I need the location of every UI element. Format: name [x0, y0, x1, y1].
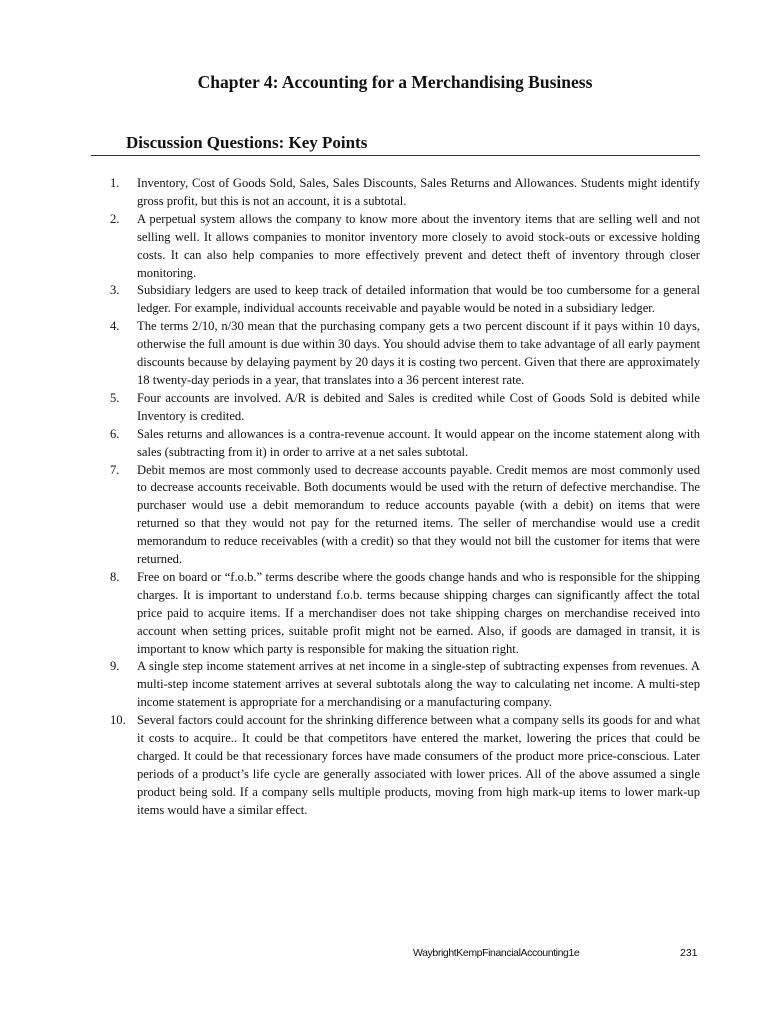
item-text: Debit memos are most commonly used to decrease accounts payable. Credit memos are most commonly used to decrease accounts receivable. Both documents would be used with the return of defective merchandise. The purchaser would use a debit memorandum to reduce accounts payable (with a debit) on items that were returned so that they would not pay for the returned items. The seller of merchandise would use a credit memorandum to reduce receivables (with a credit) so that they would not bill the customer for items that were returned.	[137, 462, 700, 567]
list-item	[110, 658, 700, 712]
list-item	[110, 282, 700, 318]
item-text: Subsidiary ledgers are used to keep track of detailed information that would be too cumbersome for a general ledger. For example, individual accounts receivable and payable would be noted in a subsidiary ledger.	[137, 283, 700, 316]
list-item	[110, 211, 700, 283]
page-number: 231	[680, 947, 698, 959]
page-title: Chapter 4: Accounting for a Merchandising Business	[197, 72, 593, 92]
item-number: 7.	[110, 462, 120, 477]
list-item	[110, 462, 700, 569]
item-text: Inventory, Cost of Goods Sold, Sales, Sales Discounts, Sales Returns and Allowances. Students might identify gross profit, but this is not an account, it is a subtotal.	[137, 176, 700, 208]
item-number: 8.	[110, 569, 120, 584]
item-number: 5.	[110, 390, 120, 405]
item-number: 2.	[110, 211, 120, 226]
section-title: Discussion Questions: Key Points	[126, 133, 368, 152]
list-item	[110, 712, 700, 819]
list-item	[110, 569, 700, 659]
item-number: 10.	[110, 713, 126, 728]
item-number: 9.	[110, 659, 120, 674]
item-number: 1.	[110, 176, 120, 190]
list-item	[110, 390, 700, 426]
discussion-questions-list	[110, 175, 700, 820]
list-item	[110, 318, 700, 390]
list-item	[110, 426, 700, 462]
item-text: A perpetual system allows the company to know more about the inventory items that are selling well and not selling well. It allows companies to monitor inventory more closely to avoid stock-outs or excessive holding costs. It can also help companies to more effectively prevent and detect theft of inventory through closer monitoring.	[137, 211, 700, 280]
item-text: A single step income statement arrives at net income in a single-step of subtracting expenses from revenues. A multi-step income statement arrives at several subtotals along the way to calculating net income. A multi-step income statement is appropriate for a merchandising or a manufacturing company.	[137, 659, 700, 710]
item-text: The terms 2/10, n/30 mean that the purchasing company gets a two percent discount if it pays within 10 days, otherwise the full amount is due within 30 days. You should advise them to take advantage of all early payment discounts because by delaying payment by 20 days it is costing two percent. Given that there are approximately 18 twenty-day periods in a year, that translates into a 36 percent interest rate.	[137, 319, 700, 387]
item-number: 4.	[110, 319, 120, 334]
list-item	[110, 175, 700, 211]
item-text: Four accounts are involved. A/R is debited and Sales is credited while Cost of Goods Sold is debited while Inventory is credited.	[137, 390, 700, 423]
item-text: Sales returns and allowances is a contra-revenue account. It would appear on the income statement along with sales (subtracting from it) in order to arrive at a net sales subtotal.	[137, 426, 700, 459]
item-text: Several factors could account for the shrinking difference between what a company sells its goods for and what it costs to acquire.. It could be that competitors have entered the market, lowering the prices that could be charged. It could be that recessionary forces have made consumers of the product more price-conscious. Later periods of a product’s life cycle are generally associated with lower prices. All of the above assumed a single product being sold. If a company sells multiple products, moving from high mark-up items to lower mark-up items would have a similar effect.	[137, 713, 700, 817]
item-number: 6.	[110, 426, 120, 441]
item-text: Free on board or “f.o.b.” terms describe where the goods change hands and who is responsible for the shipping charges. It is important to understand f.o.b. terms because shipping charges can significantly affect the total price paid to acquire items. If a merchandiser does not take shipping charges on merchandise received into account when setting prices, suitable profit might not be earned. Also, if goods are damaged in transit, it is important to know which party is responsible for making the situation right.	[137, 569, 700, 656]
item-number: 3.	[110, 283, 120, 298]
heading-divider	[91, 155, 700, 156]
page-footer	[0, 947, 768, 963]
footer-book-title: WaybrightKempFinancialAccounting1e	[413, 947, 580, 959]
